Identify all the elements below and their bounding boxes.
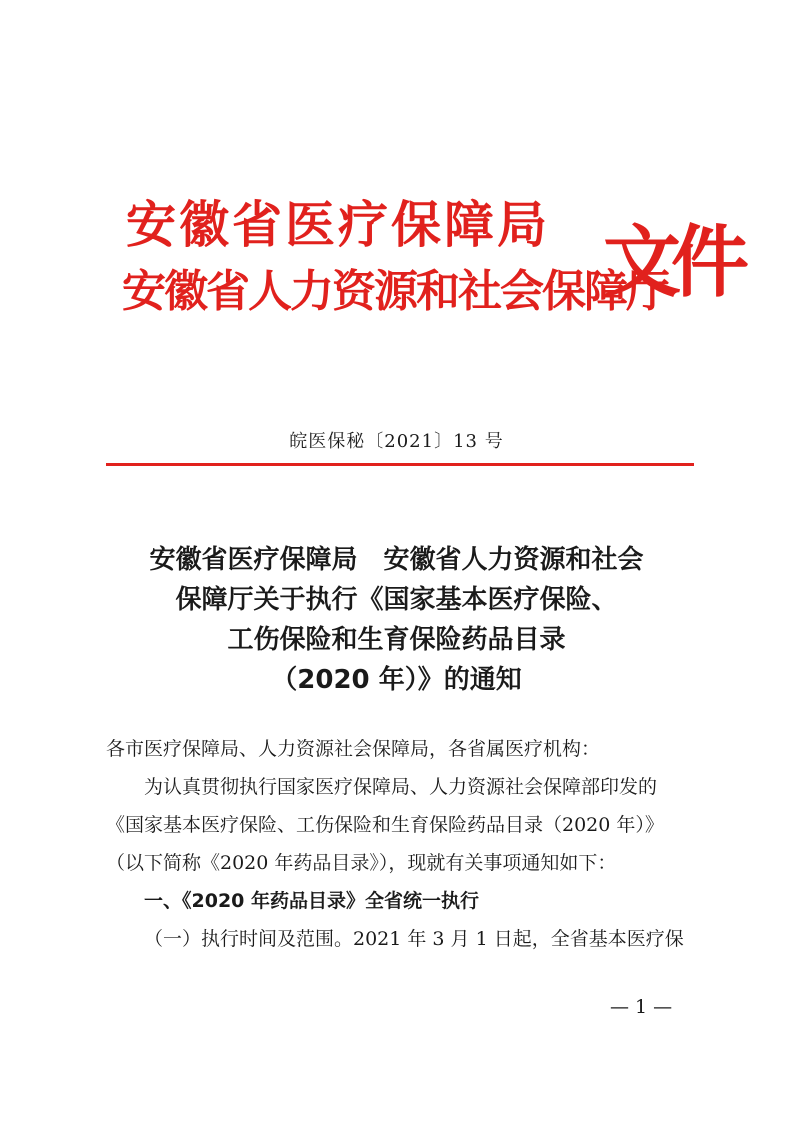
paragraph-line: 《国家基本医疗保险、工伤保险和生育保险药品目录（2020 年）》 — [106, 814, 664, 836]
paragraph-line: （一）执行时间及范围。2021 年 3 月 1 日起，全省基本医疗保 — [144, 928, 684, 950]
issuer-name-medical-security: 安徽省医疗保障局 — [126, 196, 550, 254]
title-line: 保障厅关于执行《国家基本医疗保险、 — [175, 585, 618, 615]
document-number: 皖医保秘〔2021〕13 号 — [289, 431, 504, 452]
page-number: — 1 — — [610, 996, 673, 1018]
document-type-label: 文件 — [603, 218, 740, 308]
salutation: 各市医疗保障局、人力资源社会保障局，各省属医疗机构： — [106, 738, 601, 760]
red-divider-line — [106, 463, 694, 466]
section-heading: 一、《2020 年药品目录》全省统一执行 — [144, 890, 479, 912]
document-title — [0, 540, 793, 700]
title-line: 工伤保险和生育保险药品目录 — [227, 625, 566, 655]
title-line: （2020 年）》的通知 — [271, 665, 522, 695]
document-body — [106, 730, 706, 958]
issuer-name-human-resources: 安徽省人力资源和社会保障厅 — [122, 266, 668, 317]
title-line: 安徽省医疗保障局 安徽省人力资源和社会 — [149, 545, 644, 575]
paragraph-line: 为认真贯彻执行国家医疗保障局、人力资源社会保障部印发的 — [144, 776, 658, 798]
paragraph-line: （以下简称《2020 年药品目录》），现就有关事项通知如下： — [106, 852, 617, 874]
